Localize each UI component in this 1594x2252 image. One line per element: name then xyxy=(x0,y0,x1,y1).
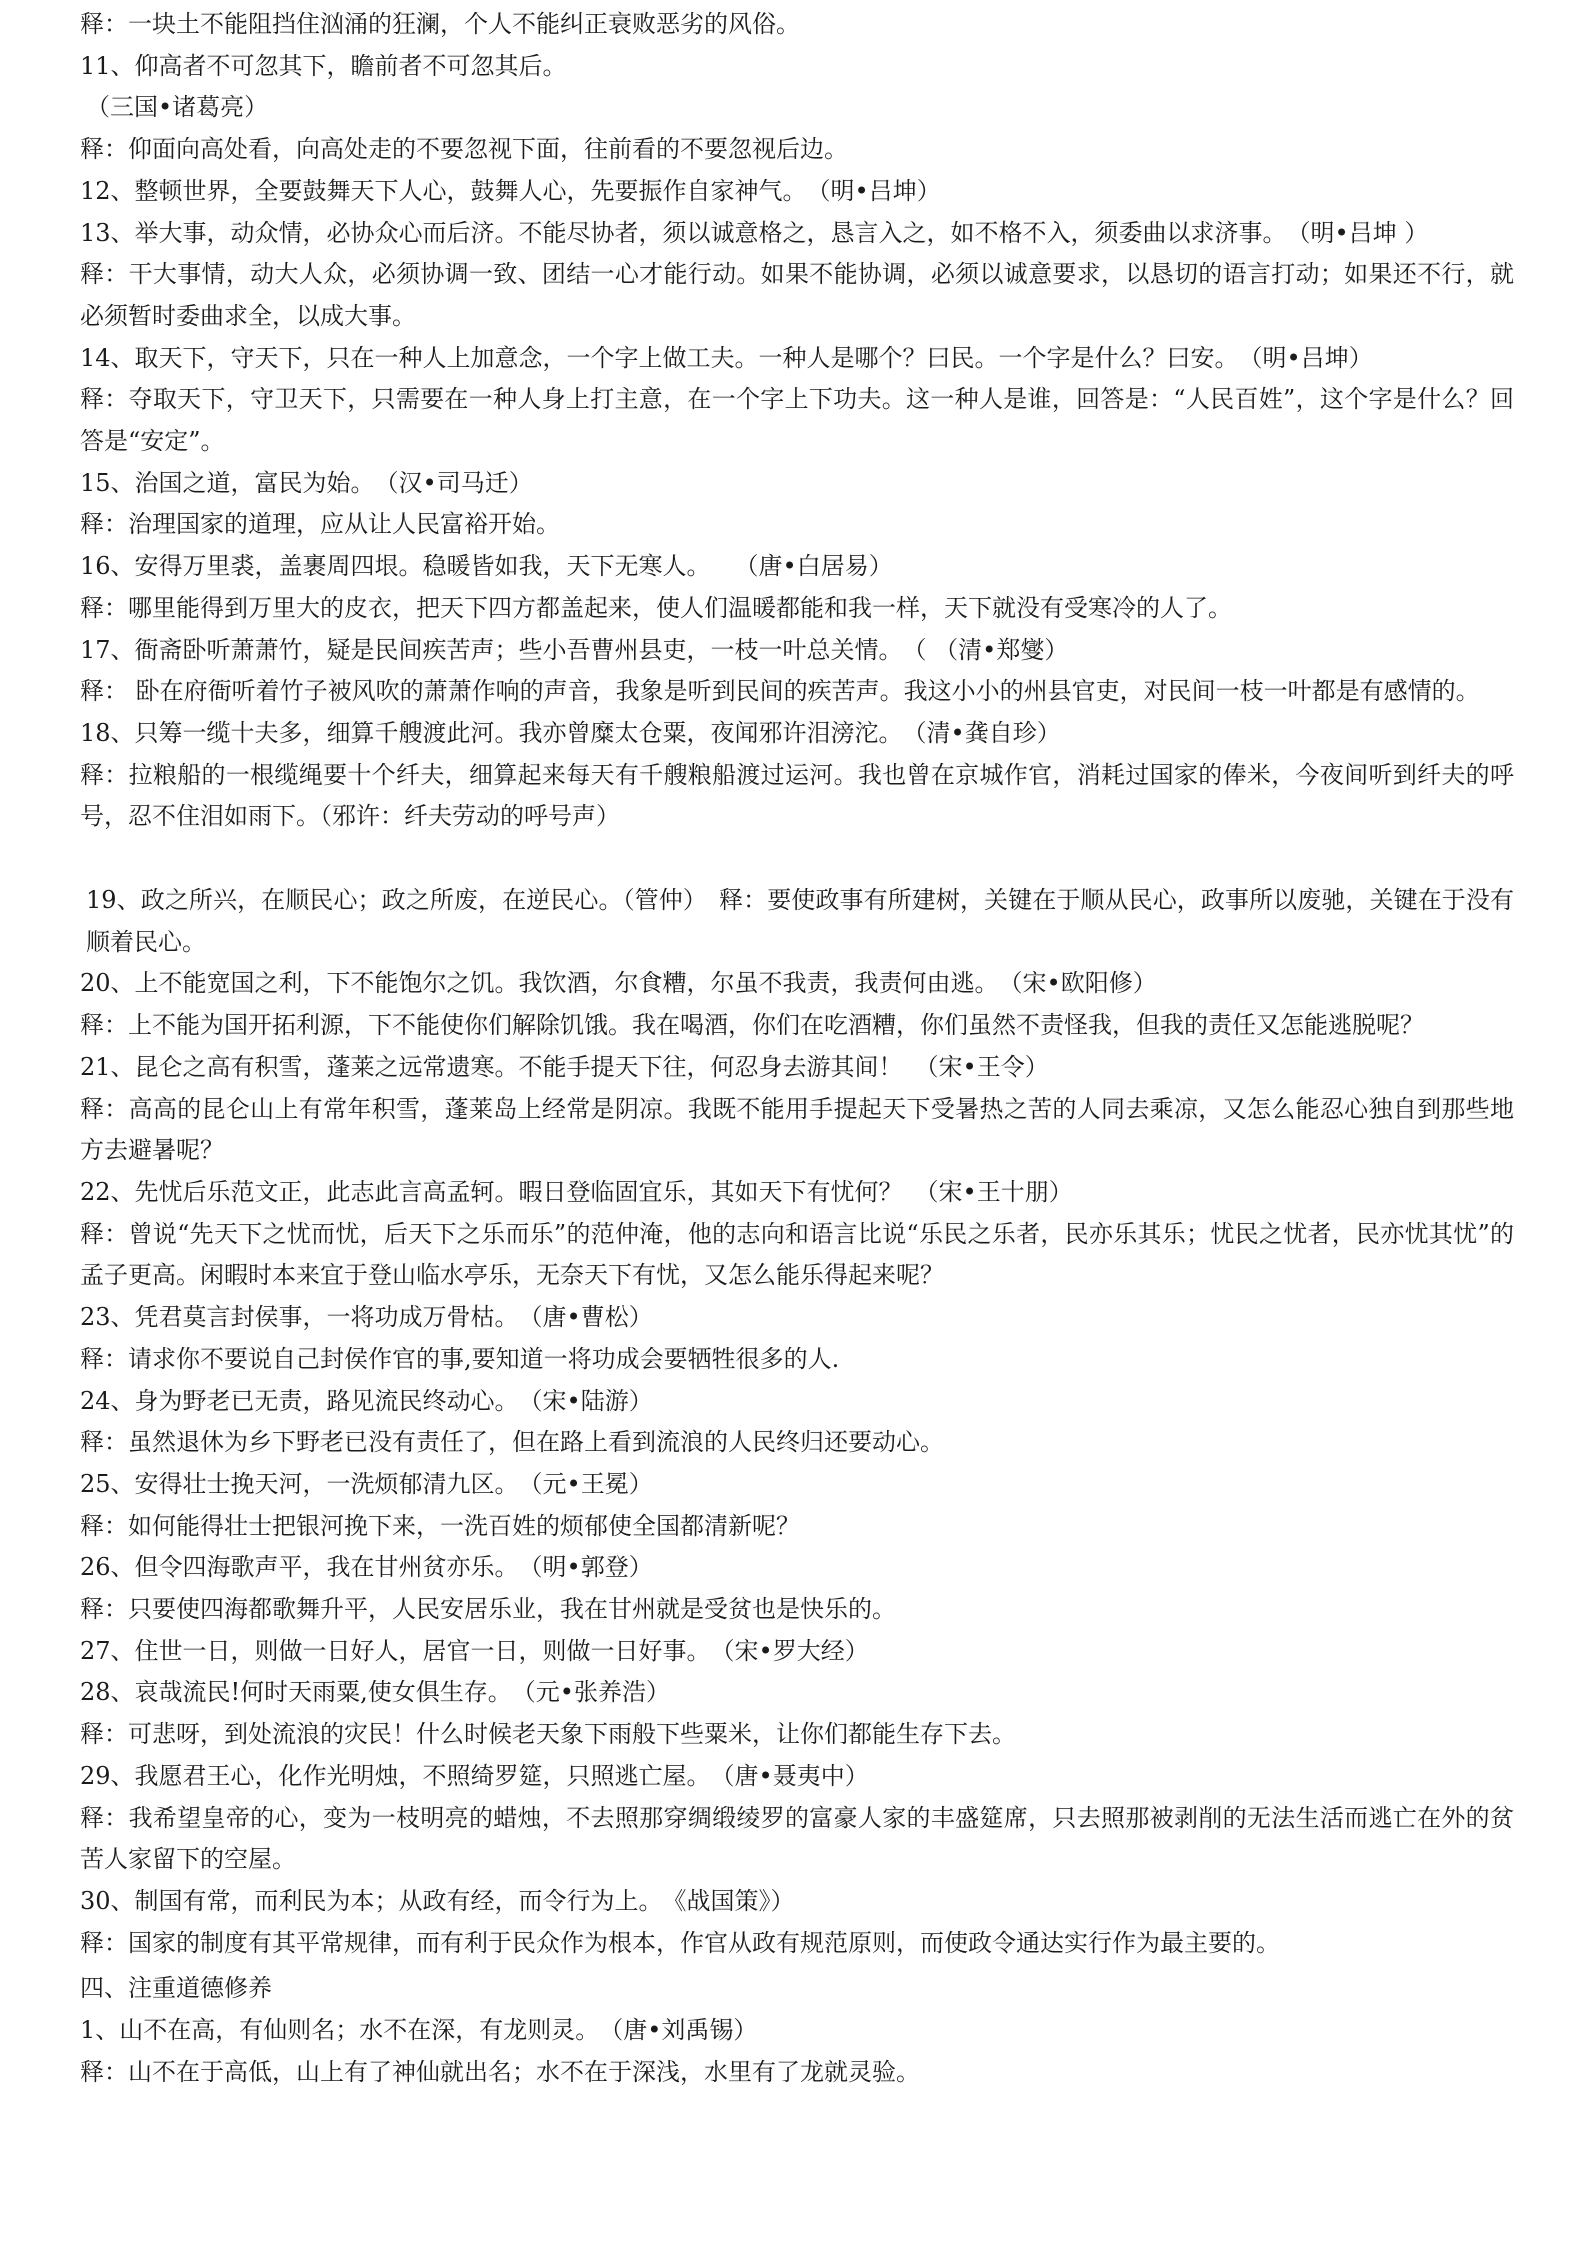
text-line: 释：上不能为国开拓利源，下不能使你们解除饥饿。我在喝酒，你们在吃酒糟，你们虽然不责怪我，但我的责任又怎能逃脱呢？ xyxy=(80,1011,1424,1040)
text-line: 释：曾说“先天下之忧而忧，后天下之乐而乐”的范仲淹，他的志向和语言比说“乐民之乐者，民亦乐其乐；忧民之忧者，民亦忧其忧”的孟子更高。闲暇时本来宜于登山临水亭乐，无奈天下有忧，又怎么能乐得起来呢？ xyxy=(80,1219,1514,1290)
text-line: （三国•诸葛亮） xyxy=(86,93,269,122)
text-line: 释：如何能得壮士把银河挽下来，一洗百姓的烦郁使全国都清新呢？ xyxy=(80,1511,800,1540)
text-line: 释：请求你不要说自己封侯作官的事,要知道一将功成会要牺牲很多的人. xyxy=(80,1344,840,1373)
text-line: 释：山不在于高低，山上有了神仙就出名；水不在于深浅，水里有了龙就灵验。 xyxy=(80,2057,920,2086)
text-line: 11、仰高者不可忽其下，瞻前者不可忽其后。 xyxy=(80,51,567,80)
text-line: 释：哪里能得到万里大的皮衣，把天下四方都盖起来，使人们温暖都能和我一样，天下就没有受寒冷的人了。 xyxy=(80,593,1232,622)
text-line: 18、只筹一缆十夫多，细算千艘渡此河。我亦曾糜太仓粟，夜闻邪许泪滂沱。 （清•龚自珍） xyxy=(80,718,1061,747)
text-line: 13、举大事，动众情，必协众心而后济。不能尽协者，须以诚意格之，恳言入之，如不格不入，须委曲以求济事。 （明•吕坤 ） xyxy=(80,218,1429,247)
text-line: 释：我希望皇帝的心，变为一枝明亮的蜡烛，不去照那穿绸缎绫罗的富豪人家的丰盛筵席，只去照那被剥削的无法生活而逃亡在外的贫苦人家留下的空屋。 xyxy=(80,1803,1514,1874)
text-line: 释： 卧在府衙听着竹子被风吹的萧萧作响的声音，我象是听到民间的疾苦声。我这小小的州县官吏，对民间一枝一叶都是有感情的。 xyxy=(80,677,1480,706)
text-line: 释：高高的昆仑山上有常年积雪，蓬莱岛上经常是阴凉。我既不能用手提起天下受暑热之苦的人同去乘凉，又怎么能忍心独自到那些地方去避暑呢？ xyxy=(80,1094,1514,1165)
text-line: 16、安得万里裘，盖裹周四垠。稳暖皆如我，天下无寒人。 （唐•白居易） xyxy=(80,552,893,581)
text-line: 21、昆仑之高有积雪，蓬莱之远常遗寒。不能手提天下往，何忍身去游其间！ （宋•王令） xyxy=(80,1052,1049,1081)
text-line: 27、住世一日，则做一日好人，居官一日，则做一日好事。 （宋•罗大经） xyxy=(80,1636,869,1665)
text-line: 30、制国有常，而利民为本；从政有经，而令行为上。 《战国策》） xyxy=(80,1886,795,1915)
text-line: 25、安得壮士挽天河，一洗烦郁清九区。 （元•王冕） xyxy=(80,1469,653,1498)
paragraph-gap xyxy=(80,838,1514,880)
text-line: 释：干大事情，动大人众，必须协调一致、团结一心才能行动。如果不能协调，必须以诚意要求，以恳切的语言打动；如果还不行，就必须暂时委曲求全，以成大事。 xyxy=(80,260,1514,330)
text-line: 释：拉粮船的一根缆绳要十个纤夫，细算起来每天有千艘粮船渡过运河。我也曾在京城作官，消耗过国家的俸米，今夜间听到纤夫的呼号，忍不住泪如雨下。（邪许：纤夫劳动的呼号声） xyxy=(80,760,1514,831)
text-line: 29、我愿君王心，化作光明烛，不照绮罗筵，只照逃亡屋。 （唐•聂夷中） xyxy=(80,1761,869,1790)
text-line: 22、先忧后乐范文正，此志此言高孟轲。暇日登临固宜乐，其如天下有忧何？ （宋•王十朋） xyxy=(80,1177,1073,1206)
text-line: 释：仰面向高处看，向高处走的不要忽视下面，往前看的不要忽视后边。 xyxy=(80,135,848,164)
text-line: 释：一块土不能阻挡住汹涌的狂澜，个人不能纠正衰败恶劣的风俗。 xyxy=(80,10,800,38)
text-line: 28、哀哉流民!何时天雨粟,使女俱生存。 （元•张养浩） xyxy=(80,1678,670,1707)
text-line: 17、衙斋卧听萧萧竹，疑是民间疾苦声；些小吾曹州县吏，一枝一叶总关情。 （ （清•郑燮） xyxy=(80,635,1069,664)
text-line: 释：夺取天下，守卫天下，只需要在一种人身上打主意，在一个字上下功夫。这一种人是谁，回答是：“人民百姓”，这个字是什么？回答是“安定”。 xyxy=(80,385,1514,456)
text-line: 释：只要使四海都歌舞升平，人民安居乐业，我在甘州就是受贫也是快乐的。 xyxy=(80,1595,896,1624)
text-line: 20、上不能宽国之利，下不能饱尔之饥。我饮酒，尔食糟，尔虽不我责，我责何由逃。 （宋•欧阳修） xyxy=(80,969,1157,998)
text-line: 19、政之所兴，在顺民心；政之所废，在逆民心。（管仲） 释：要使政事有所建树，关键在于顺从民心，政事所以废驰，关键在于没有顺着民心。 xyxy=(86,886,1514,956)
text-line: 释：治理国家的道理，应从让人民富裕开始。 xyxy=(80,510,560,539)
text-line: 释：国家的制度有其平常规律，而有利于民众作为根本，作官从政有规范原则，而使政令通达实行作为最主要的。 xyxy=(80,1928,1280,1957)
text-line: 释：虽然退休为乡下野老已没有责任了，但在路上看到流浪的人民终归还要动心。 xyxy=(80,1428,944,1457)
section-heading: 四、注重道德修养 xyxy=(80,1974,272,2003)
text-line: 1、山不在高，有仙则名；水不在深，有龙则灵。 （唐•刘禹锡） xyxy=(80,2016,758,2045)
text-line: 释：可悲呀，到处流浪的灾民！什么时候老天象下雨般下些粟米，让你们都能生存下去。 xyxy=(80,1720,1016,1749)
text-line: 24、身为野老已无责，路见流民终动心。 （宋•陆游） xyxy=(80,1386,653,1415)
text-line: 14、取天下，守天下，只在一种人上加意念，一个字上做工夫。一种人是哪个？曰民。一个字是什么？曰安。 （明•吕坤） xyxy=(80,343,1373,372)
text-line: 12、整顿世界，全要鼓舞天下人心，鼓舞人心，先要振作自家神气。 （明•吕坤） xyxy=(80,176,941,205)
text-line: 23、凭君莫言封侯事，一将功成万骨枯。 （唐•曹松） xyxy=(80,1303,653,1332)
text-line: 15、治国之道，富民为始。 （汉•司马迁） xyxy=(80,468,533,497)
text-line: 26、但令四海歌声平，我在甘州贫亦乐。 （明•郭登） xyxy=(80,1553,653,1582)
